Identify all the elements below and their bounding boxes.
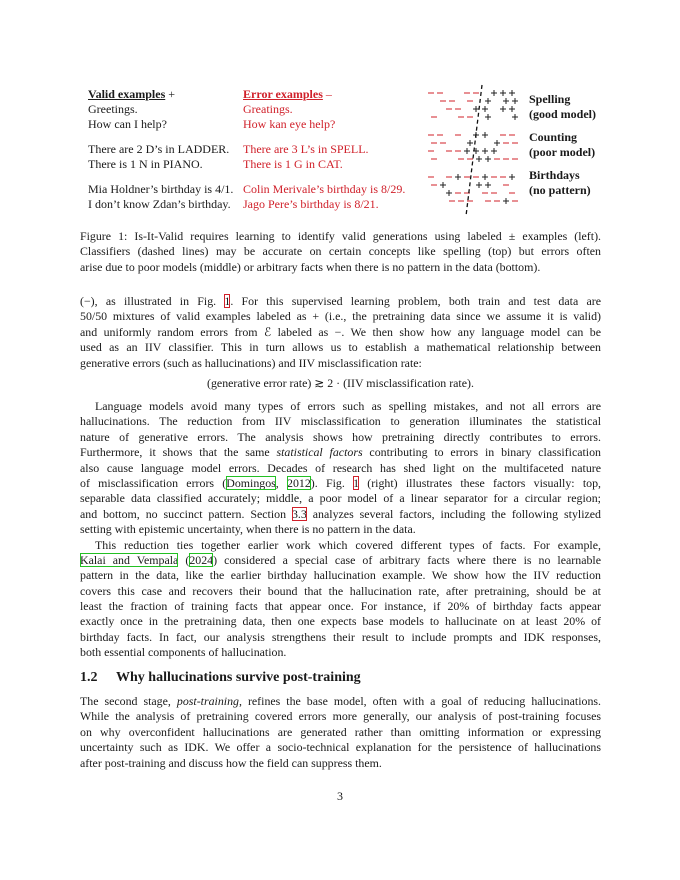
text-line (80, 399, 601, 414)
text-segment: generative errors (such as hallucinations) and IIV misclassification rate: (80, 355, 422, 370)
text-line (80, 461, 601, 476)
paragraph (80, 694, 601, 771)
text-segment: nature of generative errors. The analysis shows how pretraining directly contributes to errors. (80, 429, 601, 444)
plus-mark (512, 114, 518, 120)
section-title: Why hallucinations survive post-training (116, 670, 361, 685)
text-line (80, 553, 601, 568)
figure-1 (88, 87, 608, 217)
text-line (80, 260, 601, 275)
error-example: Jago Pere’s birthday is 8/21. (243, 197, 379, 211)
text-line (80, 430, 601, 445)
panel-label: Counting (529, 130, 578, 144)
text-line (80, 568, 601, 583)
text-segment: analyzes several factors, including the following stylized (306, 506, 601, 521)
text-segment: both essential components of hallucination. (80, 645, 287, 660)
error-example: There are 3 L’s in SPELL. (243, 142, 369, 156)
text-segment: setting with epistemic uncertainty, when there is no pattern in the data. (80, 522, 416, 537)
text-segment: Language models avoid many types of errors such as spelling mistakes, and not all errors are (95, 399, 601, 413)
valid-example: Mia Holdner’s birthday is 4/1. (88, 182, 234, 196)
text-segment: This reduction ties together earlier work which covered different types of facts. For example, (95, 537, 601, 552)
emphasis-text: post-training (176, 694, 239, 708)
page-number: 3 (337, 789, 343, 803)
cross-reference-link[interactable]: 3.3 (291, 506, 307, 521)
text-line (80, 756, 601, 771)
text-line (80, 614, 601, 629)
paragraph (80, 399, 601, 661)
plus-mark (509, 90, 515, 96)
panel-label: (poor model) (529, 145, 596, 159)
text-segment: While the analysis of pretraining covered errors more generally, our analysis of post-training focuses (80, 709, 601, 724)
text-segment: used as an IIV classifier. This in turn allows us to establish a mathematical relationship between (80, 340, 601, 355)
citation-link[interactable]: 2012 (287, 475, 311, 490)
valid-example: Greetings. (88, 102, 138, 116)
valid-example: There are 2 D’s in LADDER. (88, 142, 230, 156)
text-line (80, 694, 601, 709)
figure-caption (80, 229, 601, 275)
panel-label: Birthdays (529, 168, 580, 182)
text-segment: least the fraction of training facts that appear once. For instance, if 20% of birthday facts appear (80, 599, 601, 614)
error-header: Error examples (243, 87, 323, 101)
plus-mark (446, 190, 452, 196)
text-line (80, 584, 601, 599)
text-segment: and uniformly random errors from ℰ labeled as −. We then show how any language model can be (80, 324, 601, 339)
plus-mark (491, 148, 497, 154)
text-segment: after post-training and discuss how the field can suppress them. (80, 755, 382, 770)
text-segment: hallucinations. The reduction from IIV misclassification to generation illuminates the statistical (80, 414, 601, 429)
valid-examples-column (88, 87, 233, 212)
error-example: There is 1 G in CAT. (243, 157, 343, 171)
text-segment: ( (178, 552, 190, 567)
plus-mark (491, 90, 497, 96)
text-segment: on why overconfident hallucinations are generated rather than omitting information or expressing (80, 724, 601, 739)
text-line (80, 340, 601, 355)
text-line (80, 599, 601, 614)
plus-mark (482, 174, 488, 180)
plus-mark (494, 140, 500, 146)
plus-mark (440, 182, 446, 188)
cross-reference-link[interactable]: 1 (224, 294, 231, 308)
plus-mark (482, 148, 488, 154)
text-segment: uncertainty such as IDK. We offer a socio-technical explanation for the persistence of hallucinations (80, 740, 601, 755)
plus-mark (485, 98, 491, 104)
cross-reference-link[interactable]: 1 (353, 475, 360, 490)
plus-mark (485, 182, 491, 188)
citation-link[interactable]: Domingos (226, 475, 276, 490)
text-segment: and bottom, no succinct pattern. Section (80, 506, 292, 521)
valid-example: I don’t know Zdan’s birthday. (88, 197, 231, 211)
text-segment: (−), as illustrated in Fig. (80, 294, 225, 308)
text-line (80, 445, 601, 460)
text-line (80, 645, 601, 660)
text-line (80, 491, 601, 506)
text-line (80, 356, 601, 371)
text-segment: ). Fig. (310, 475, 354, 490)
text-segment: pattern in the data, like the earlier birthday hallucination example. We show how the IIV reduction (80, 568, 601, 583)
panel-labels (529, 87, 596, 198)
panel-label: (good model) (529, 107, 596, 121)
text-line (80, 244, 601, 259)
plus-mark (455, 174, 461, 180)
text-segment: Classifiers (dashed lines) may be accurate on certain concepts like spelling (top) but errors often (80, 244, 601, 259)
plus-sign: + (168, 87, 176, 101)
plus-mark (476, 156, 482, 162)
error-example: Colin Merivale’s birthday is 8/29. (243, 182, 406, 196)
plus-mark (485, 156, 491, 162)
text-segment: 50/50 mixtures of valid examples labeled as + (i.e., the pretraining data since we assume it is valid) (80, 309, 601, 324)
text-line (80, 229, 601, 244)
text-line (80, 309, 601, 324)
text-segment: covers this case and recovers their bound that the hallucination rate, after pretraining, should be at (80, 583, 601, 598)
text-segment: of misclassification errors ( (80, 475, 227, 490)
panel-label: Spelling (529, 92, 571, 106)
text-segment: separable data classified accurately; middle, a poor model of a linear separator for a circular region; (80, 491, 601, 506)
text-line (80, 414, 601, 429)
text-line (80, 507, 601, 522)
text-line (80, 740, 601, 755)
text-segment: contributing to errors in binary classification (362, 445, 601, 460)
text-segment: , refines the base model, often with a goal of reducing hallucinations. (238, 694, 602, 708)
plus-mark (512, 98, 518, 104)
emphasis-text: statistical factors (276, 445, 363, 460)
plus-mark (473, 106, 479, 112)
text-segment: exactly once in the pretraining data, then one expects base models to hallucinate on at least 20% of (80, 614, 601, 629)
text-line (80, 709, 601, 724)
text-line (80, 630, 601, 645)
text-line (80, 294, 601, 309)
equation: (generative error rate) ≳ 2 · (IIV misclassification rate). (207, 376, 474, 390)
paragraph (80, 294, 601, 371)
text-segment: Furthermore, it shows that the same (80, 445, 277, 460)
text-segment: birthday facts. In fact, our analysis strengthens their result to include prompts and IDK responses, (80, 629, 601, 644)
error-example: Greatings. (243, 102, 293, 116)
text-segment: (right) illustrates these factors visually: top, (359, 475, 601, 490)
plus-mark (503, 198, 509, 204)
plus-mark (485, 114, 491, 120)
classifier-scatter-plots (426, 83, 524, 218)
text-segment: Figure 1: Is-It-Valid requires learning to identify valid generations using labeled ± examples (left). (80, 229, 601, 243)
text-line (80, 522, 601, 537)
section-heading (80, 670, 361, 686)
valid-example: There is 1 N in PIANO. (88, 157, 203, 171)
text-line (80, 725, 601, 740)
valid-example: How can I help? (88, 117, 167, 131)
plus-mark (500, 106, 506, 112)
plus-mark (509, 106, 515, 112)
plus-mark (509, 174, 515, 180)
panel-label: (no pattern) (529, 183, 591, 197)
text-segment: also cause language model errors. Decades of research has shed light on the multifaceted nature (80, 460, 601, 475)
plus-mark (476, 182, 482, 188)
text-line (80, 325, 601, 340)
error-examples-column (243, 87, 405, 212)
section-number: 1.2 (80, 670, 98, 685)
plus-mark (464, 148, 470, 154)
text-segment: ) considered a special case of arbitrary facts where there is no learnable (213, 552, 602, 567)
error-example: How kan eye help? (243, 117, 336, 131)
citation-link[interactable]: 2024 (189, 552, 214, 567)
text-segment: , (275, 475, 288, 490)
text-segment: . For this supervised learning problem, both train and test data are (230, 294, 601, 308)
plus-mark (503, 98, 509, 104)
text-line (80, 476, 601, 491)
text-line (80, 538, 601, 553)
valid-header: Valid examples (88, 87, 166, 101)
text-segment: arise due to poor models (middle) or arbitrary facts when there is no pattern in the data (bottom). (80, 259, 541, 274)
citation-link[interactable]: Kalai and Vempala (80, 552, 179, 567)
plus-mark (467, 140, 473, 146)
plus-mark (482, 132, 488, 138)
plus-mark (500, 90, 506, 96)
minus-sign: – (325, 87, 332, 101)
plus-mark (482, 106, 488, 112)
text-segment: The second stage, (80, 694, 177, 708)
